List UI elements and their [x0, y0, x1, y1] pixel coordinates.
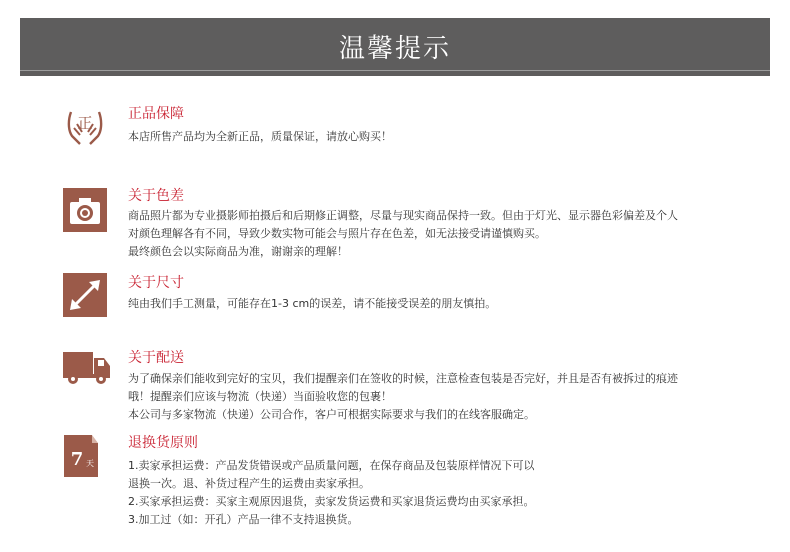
body-line: 退换一次。退、补货过程产生的运费由卖家承担。 — [128, 477, 370, 490]
section-body — [128, 207, 768, 261]
resize-arrow-icon — [62, 273, 108, 319]
body-line: 3.加工过（如：开孔）产品一律不支持退换货。 — [128, 513, 359, 526]
body-line: 哦！提醒亲们应该与物流（快递）当面验收您的包裹！ — [128, 390, 392, 403]
page-title: 温馨提示 — [338, 34, 451, 64]
seven-day-return-icon — [62, 433, 100, 479]
body-line: 本公司与多家物流（快递）公司合作，客户可根据实际要求与我们的在线客服确定。 — [128, 408, 535, 421]
body-line: 1.卖家承担运费：产品发货错误或产品质量问题，在保存商品及包装原样情况下可以 — [128, 459, 535, 472]
section-title: 关于配送 — [128, 350, 184, 366]
section-body — [128, 370, 768, 424]
seven-icon-unit: 天 — [86, 459, 94, 468]
seven-icon-number: 7 — [70, 449, 84, 470]
body-line: 最终颜色会以实际商品为准，谢谢亲的理解！ — [128, 245, 348, 258]
camera-icon — [62, 188, 108, 234]
section-title: 正品保障 — [128, 106, 184, 122]
section-body — [128, 457, 768, 529]
body-line: 2.买家承担运费：买家主观原因退货，卖家发货运费和买家退货运费均由买家承担。 — [128, 495, 535, 508]
header-banner — [20, 18, 770, 76]
section-body — [128, 295, 768, 313]
body-line: 对颜色理解各有不同，导致少数实物可能会与照片存在色差，如无法接受请谨慎购买。 — [128, 227, 546, 240]
body-line: 本店所售产品均为全新正品，质量保证，请放心购买！ — [128, 130, 392, 143]
genuine-hands-icon — [62, 104, 108, 150]
section-title: 退换货原则 — [128, 435, 198, 451]
body-line: 纯由我们手工测量，可能存在1-3 cm的误差，请不能接受误差的朋友慎拍。 — [128, 297, 497, 310]
section-body — [128, 128, 768, 146]
section-title: 关于色差 — [128, 188, 184, 204]
delivery-truck-icon — [62, 348, 112, 394]
genuine-icon-label: 正 — [77, 114, 93, 132]
body-line: 为了确保亲们能收到完好的宝贝，我们提醒亲们在签收的时候，注意检查包装是否完好，并且是否有被拆过的痕迹 — [128, 372, 678, 385]
banner-divider — [20, 70, 770, 71]
body-line: 商品照片都为专业摄影师拍摄后和后期修正调整，尽量与现实商品保持一致。但由于灯光、显示器色彩偏差及个人 — [128, 209, 678, 222]
section-title: 关于尺寸 — [128, 275, 184, 291]
